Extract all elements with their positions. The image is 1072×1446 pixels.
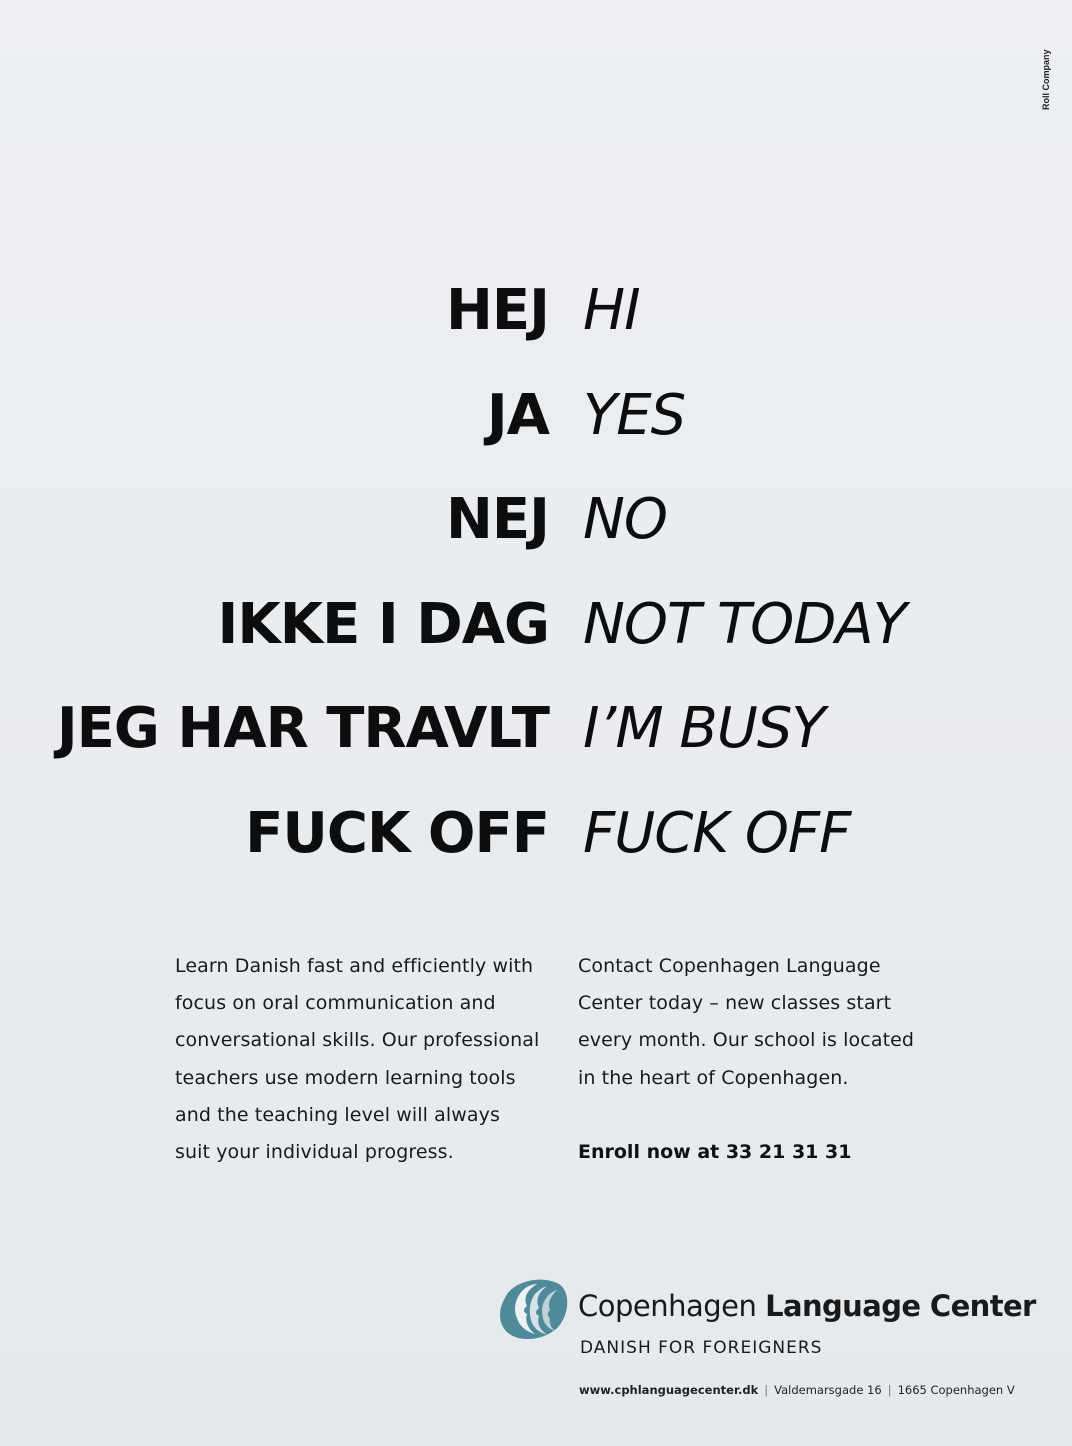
brand-name-light: Copenhagen — [578, 1289, 766, 1323]
body-line: Learn Danish fast and efficiently with — [175, 955, 534, 977]
footer-contact — [579, 1381, 1015, 1399]
danish-phrase: IKKE I DAG — [217, 592, 549, 657]
website-link[interactable]: www.cphlanguagecenter.dk — [579, 1383, 759, 1397]
danish-phrase: JEG HAR TRAVLT — [56, 696, 549, 761]
street-address: Valdemarsgade 16 — [774, 1383, 882, 1397]
body-line: conversational skills. Our professional — [175, 1029, 540, 1052]
english-translation: HI — [583, 278, 640, 343]
footer-separator: | — [764, 1383, 769, 1397]
city-address: 1665 Copenhagen V — [897, 1383, 1015, 1397]
danish-phrase: FUCK OFF — [245, 801, 549, 866]
faces-profile-logo-icon — [497, 1276, 569, 1342]
phrase-row-no — [0, 485, 1072, 575]
english-translation: YES — [583, 383, 686, 448]
logo-graphic — [497, 1276, 569, 1342]
enroll-phone-cta[interactable]: Enroll now at 33 21 31 31 — [578, 1141, 852, 1163]
body-line: focus on oral communication and — [175, 992, 496, 1015]
english-translation: NOT TODAY — [583, 592, 906, 657]
phrase-row-busy — [0, 694, 1072, 784]
body-line: Contact Copenhagen Language — [578, 955, 881, 977]
danish-phrase: NEJ — [446, 487, 549, 552]
body-text-left — [175, 948, 565, 1171]
body-line: Center today – new classes start — [578, 992, 892, 1015]
brand-tagline: DANISH FOR FOREIGNERS — [580, 1338, 823, 1358]
body-line: teachers use modern learning tools — [175, 1066, 516, 1089]
body-line: every month. Our school is located — [578, 1029, 915, 1052]
body-line: and the teaching level will always — [175, 1103, 500, 1126]
phrase-row-fuck-off — [0, 799, 1072, 889]
danish-phrase: HEJ — [446, 278, 549, 343]
photo-credit — [1038, 22, 1058, 122]
danish-phrase: JA — [486, 383, 549, 448]
photo-credit-text: Roll Company — [1041, 49, 1051, 110]
english-translation: NO — [583, 487, 667, 552]
body-line: suit your individual progress. — [175, 1141, 454, 1164]
phrase-row-yes — [0, 381, 1072, 471]
brand-name — [578, 1286, 1036, 1326]
brand-name-bold: Language Center — [765, 1289, 1036, 1323]
phrase-row-hi — [0, 276, 1072, 366]
english-translation: I’M BUSY — [583, 696, 825, 761]
body-line: in the heart of Copenhagen. — [578, 1066, 849, 1089]
english-translation: FUCK OFF — [583, 801, 851, 866]
phrase-row-not-today — [0, 590, 1072, 680]
body-text-right — [578, 948, 978, 1097]
footer-separator: | — [887, 1383, 892, 1397]
